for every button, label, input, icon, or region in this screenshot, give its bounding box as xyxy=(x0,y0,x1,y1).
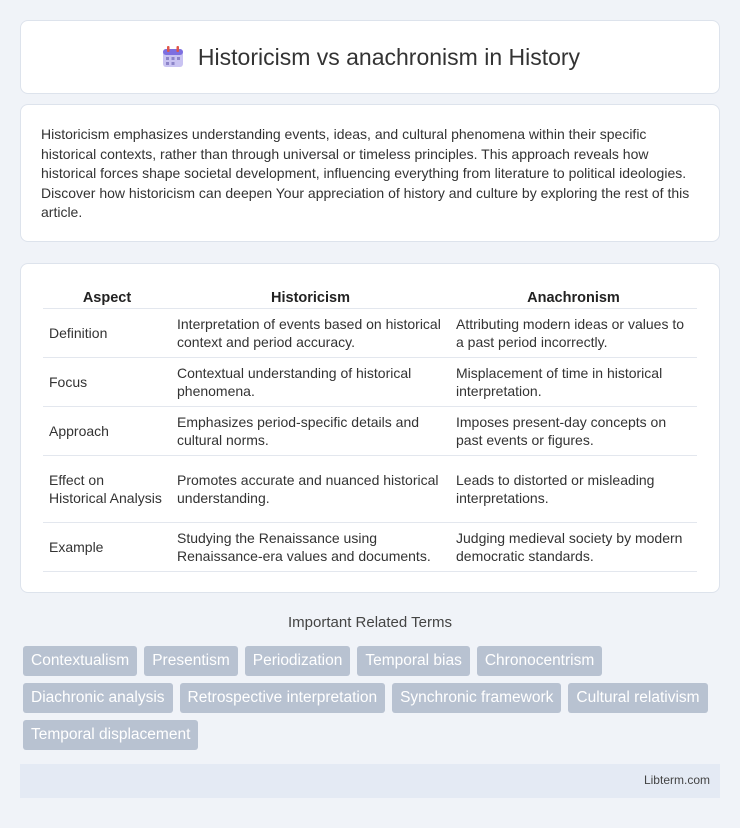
term-tag[interactable]: Retrospective interpretation xyxy=(180,683,386,713)
historicism-cell: Emphasizes period-specific details and cultural norms. xyxy=(171,407,450,456)
comparison-table xyxy=(43,284,697,572)
intro-card xyxy=(20,104,720,242)
term-tag[interactable]: Chronocentrism xyxy=(477,646,602,676)
anachronism-cell: Imposes present-day concepts on past events or figures. xyxy=(450,407,697,456)
term-tag[interactable]: Temporal displacement xyxy=(23,720,198,750)
title-card xyxy=(20,20,720,94)
table-row xyxy=(43,456,697,523)
historicism-cell: Interpretation of events based on historical context and period accuracy. xyxy=(171,309,450,358)
anachronism-cell: Judging medieval society by modern democratic standards. xyxy=(450,523,697,572)
table-header-row xyxy=(43,284,697,309)
table-row xyxy=(43,407,697,456)
historicism-cell: Contextual understanding of historical phenomena. xyxy=(171,358,450,407)
term-tag[interactable]: Cultural relativism xyxy=(568,683,707,713)
aspect-cell: Effect on Historical Analysis xyxy=(43,456,171,523)
term-tag[interactable]: Presentism xyxy=(144,646,238,676)
comparison-table-card xyxy=(20,263,720,593)
aspect-cell: Focus xyxy=(43,358,171,407)
term-tag[interactable]: Diachronic analysis xyxy=(23,683,173,713)
historicism-cell: Promotes accurate and nuanced historical understanding. xyxy=(171,456,450,523)
page-title: Historicism vs anachronism in History xyxy=(197,43,581,70)
anachronism-cell: Misplacement of time in historical interpretation. xyxy=(450,358,697,407)
column-header-anachronism: Anachronism xyxy=(450,284,697,309)
anachronism-cell: Attributing modern ideas or values to a past period incorrectly. xyxy=(450,309,697,358)
term-tag[interactable]: Synchronic framework xyxy=(392,683,561,713)
column-header-aspect: Aspect xyxy=(43,284,171,309)
table-row xyxy=(43,358,697,407)
calendar-icon xyxy=(160,44,186,70)
intro-text: Historicism emphasizes understanding events, ideas, and cultural phenomena within their specific historical contexts, rather than through universal or timeless principles. This approach reveals how historical forces shape societal development, influencing everything from literature to political ideologies. Discover how historicism can deepen Your appreciation of history and culture by exploring the rest of this article. xyxy=(41,126,690,221)
term-tag[interactable]: Contextualism xyxy=(23,646,137,676)
column-header-historicism: Historicism xyxy=(171,284,450,309)
related-terms-heading: Important Related Terms xyxy=(288,614,452,631)
table-row xyxy=(43,523,697,572)
term-tag[interactable]: Temporal bias xyxy=(357,646,470,676)
footer-source[interactable]: Libterm.com xyxy=(643,773,710,787)
anachronism-cell: Leads to distorted or misleading interpretations. xyxy=(450,456,697,523)
term-tag[interactable]: Periodization xyxy=(245,646,351,676)
aspect-cell: Definition xyxy=(43,309,171,358)
table-row xyxy=(43,309,697,358)
related-terms-list xyxy=(23,646,723,750)
footer xyxy=(20,764,720,798)
historicism-cell: Studying the Renaissance using Renaissance-era values and documents. xyxy=(171,523,450,572)
aspect-cell: Approach xyxy=(43,407,171,456)
aspect-cell: Example xyxy=(43,523,171,572)
